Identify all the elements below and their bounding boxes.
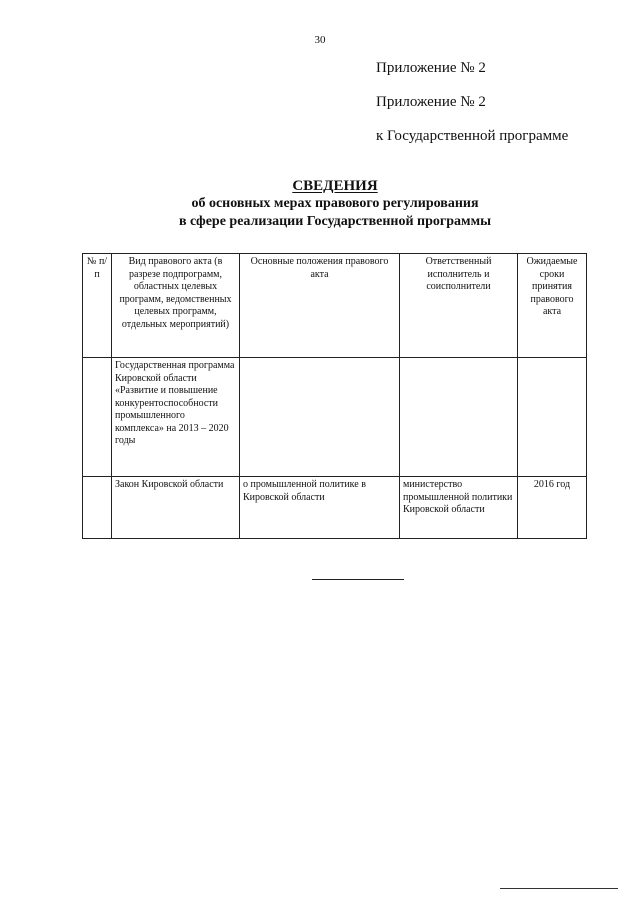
regulation-measures-table <box>82 253 587 539</box>
cell-act-type: Государственная программа Кировской области «Развитие и повышение конкурентоспособности промышленного комплекса» на 2013 – 2020 годы <box>112 358 240 477</box>
table-row <box>83 358 587 477</box>
page-number: 30 <box>314 34 326 46</box>
appendix-program-ref: к Государственной программе <box>376 128 569 144</box>
cell-executor <box>400 358 518 477</box>
end-divider-line <box>312 579 404 580</box>
cell-act-type: Закон Кировской области <box>112 477 240 539</box>
corner-mark-line <box>500 888 618 889</box>
cell-number <box>83 358 112 477</box>
appendix-label-repeat: Приложение № 2 <box>376 94 486 110</box>
title-subtitle-line-2: в сфере реализации Государственной программы <box>178 214 492 229</box>
cell-executor: министерство промышленной политики Кировской области <box>400 477 518 539</box>
title-subtitle-line-1: об основных мерах правового регулирования <box>191 196 479 211</box>
cell-deadline <box>518 358 587 477</box>
document-title <box>120 177 550 231</box>
title-main: СВЕДЕНИЯ <box>292 178 378 194</box>
cell-provisions: о промышленной политике в Кировской области <box>240 477 400 539</box>
cell-deadline: 2016 год <box>518 477 587 539</box>
table-row <box>83 477 587 539</box>
appendix-label: Приложение № 2 <box>376 60 486 76</box>
header-deadline: Ожидаемые сроки принятия правового акта <box>518 254 587 358</box>
header-act-type: Вид правового акта (в разрезе подпрограмм, областных целевых программ, ведомственных целевых программ, отдельных мероприятий) <box>112 254 240 358</box>
cell-number <box>83 477 112 539</box>
header-number: № п/п <box>83 254 112 358</box>
cell-provisions <box>240 358 400 477</box>
header-provisions: Основные положения правового акта <box>240 254 400 358</box>
table-header-row <box>83 254 587 358</box>
header-executor: Ответственный исполнитель и соисполнители <box>400 254 518 358</box>
